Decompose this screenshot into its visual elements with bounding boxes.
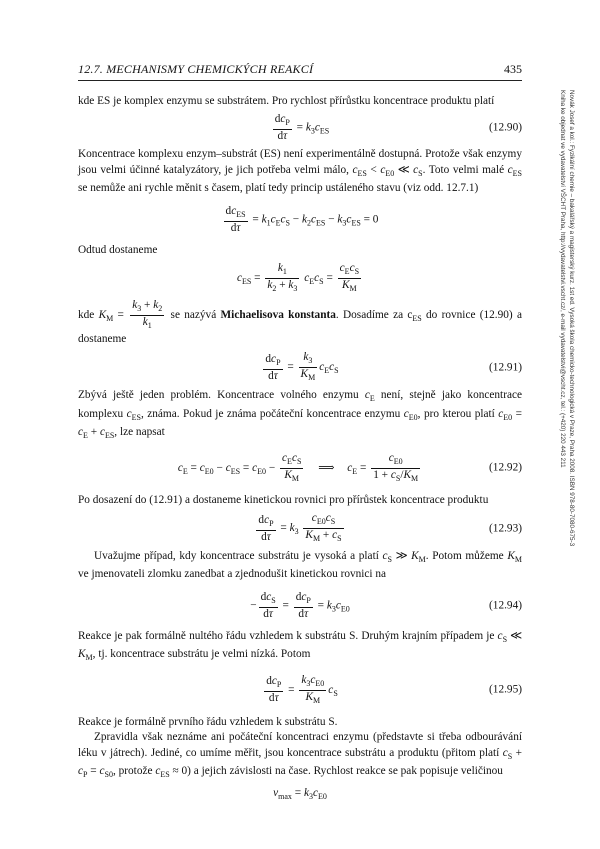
equation-number: (12.92) — [489, 461, 522, 474]
paragraph-9: Reakce je formálně prvního řádu vzhledem k substrátu S. — [78, 715, 338, 728]
equation-12-92: $c_E = c_{E0} - c_{ES} = c_{E0}$ − $\frac{c_Ec_S}{K_M}$ ⟹ $c_E$ = $\frac{c_{E0}}{1 + c_S/K_M}$ (12.92) — [177, 451, 522, 483]
page-body — [78, 94, 522, 809]
paragraph-1: kde ES je komplex enzymu se substrátem. Pro rychlost přírůstku koncentrace produktu platí — [78, 95, 495, 107]
side-note-line-2: Kniha ke objednat ve vydavatelství VŠCHT Praha, http://vydavatelstvi.vscht.cz/, e-mail vydavatelstvi@vscht.cz, tel.: (+420) 220 443 211 — [559, 90, 566, 468]
equation-number: (12.94) — [489, 599, 522, 612]
equation-number: (12.93) — [489, 521, 522, 534]
chapter-title: 12.7. MECHANISMY CHEMICKÝCH REAKCÍ — [78, 62, 314, 76]
equation-steady-state: $\frac{dc_{ES}}{d\tau}$ = $k_1c_Ec_S - k_2c_{ES} - k_3c_{ES} = 0$ — [225, 204, 379, 234]
paragraph-7: Uvažujme případ, kdy koncentrace substrátu je vysoká a platí $c_S$ ≫ $K_M$. Potom můžeme $K_M$ ve jmenovateli zlomku zanedbat a zjednodušit kinetickou rovnici na — [78, 550, 522, 581]
page-header — [78, 62, 522, 77]
page-number: 435 — [504, 62, 522, 76]
paragraph-8: Reakce je pak formálně nultého řádu vzhledem k substrátu S. Druhým krajním případem je $c_S$ ≪ $K_M$, tj. koncentrace substrátu je velmi nízká. Potom — [78, 629, 522, 663]
header-rule — [78, 80, 522, 81]
equation-ces: $c_{ES}$ = $\frac{k_1}{k_2 + k_3}$ $c_Ec_S$ = $\frac{c_Ec_S}{K_M}$ — [236, 262, 360, 294]
paragraph-2: Koncentrace komplexu enzym–substrát (ES) není experimentálně dostupná. Protože však enzymy jsou velmi účinné katalyzátory, je jich potřeba velmi málo, $c_{ES} < c_{E0}$ ≪ $c_S$. Toto velmi malé $c_{ES}$ se nemůže ani rychle měnit s časem, platí tedy princip ustáleného stavu (viz odd. 12.7.1) — [78, 148, 522, 195]
paragraph-10: Zpravidla však neznáme ani počáteční koncentraci enzymu (představte si třeba odbourávání léku v játrech). Jediné, co umíme měřit, jsou koncentrace substrátu a produktu (přitom platí $c_S + c_P = c_{S0}$, protože $c_{ES} \approx 0$) a jejich závislosti na čase. Rychlost reakce se pak popisuje veličinou — [78, 731, 523, 779]
michaelis-term: Michaelisova konstanta — [220, 309, 336, 322]
paragraph-6: Po dosazení do (12.91) a dostaneme kinetickou rovnici pro přírůstek koncentrace produktu — [78, 493, 489, 506]
paragraph-4: kde $K_M$ = $\frac{k_3 + k_2}{k_1}$ se nazývá Michaelisova konstanta. Dosadíme za $c_{ES}$ do rovnice (12.90) a dostaneme — [78, 299, 522, 346]
side-note — [558, 90, 576, 650]
equation-vmax: $v_{max} = k_3c_{E0}$ — [273, 787, 327, 802]
equation-number: (12.95) — [489, 683, 522, 696]
equation-number: (12.91) — [489, 361, 522, 374]
equation-12-94: − $\frac{dc_S}{d\tau}$ = $\frac{dc_P}{d\tau}$ = $k_3c_{E0}$ (12.94) — [250, 590, 522, 620]
equation-12-90: $\frac{dc_P}{d\tau}$ = $k_3c_{ES}$ (12.90) — [274, 113, 522, 143]
equation-12-93: $\frac{dc_P}{d\tau}$ = $k_3$ $\frac{c_{E0}c_S}{K_M + c_S}$ (12.93) — [258, 512, 522, 544]
paragraph-5: Zbývá ještě jeden problém. Koncentrace volného enzymu $c_E$ není, stejně jako koncentrace komplexu $c_{ES}$, známa. Pokud je známa počáteční koncentrace enzymu $c_{E0}$, pro kterou platí $c_{E0} = c_E + c_{ES}$, lze napsat — [78, 389, 522, 441]
paragraph-3: Odtud dostaneme — [78, 243, 158, 256]
equation-12-95: $\frac{dc_P}{d\tau}$ = $\frac{k_3c_{E0}}{K_M}$ $c_S$ (12.95) — [266, 673, 522, 705]
side-note-line-1: Novák Josef a kol.: Fyzikální chemie – bakalářský a magisterský kurz. 1st ed. Vysoká škola chemicko-technologická v Praze, Praha 2008. ISBN 978-80-7080-675-3 — [568, 90, 575, 547]
equation-number: (12.90) — [489, 121, 522, 134]
equation-12-91: $\frac{dc_P}{d\tau}$ = $\frac{k_3}{K_M}$ $c_Ec_S$ (12.91) — [265, 351, 522, 383]
